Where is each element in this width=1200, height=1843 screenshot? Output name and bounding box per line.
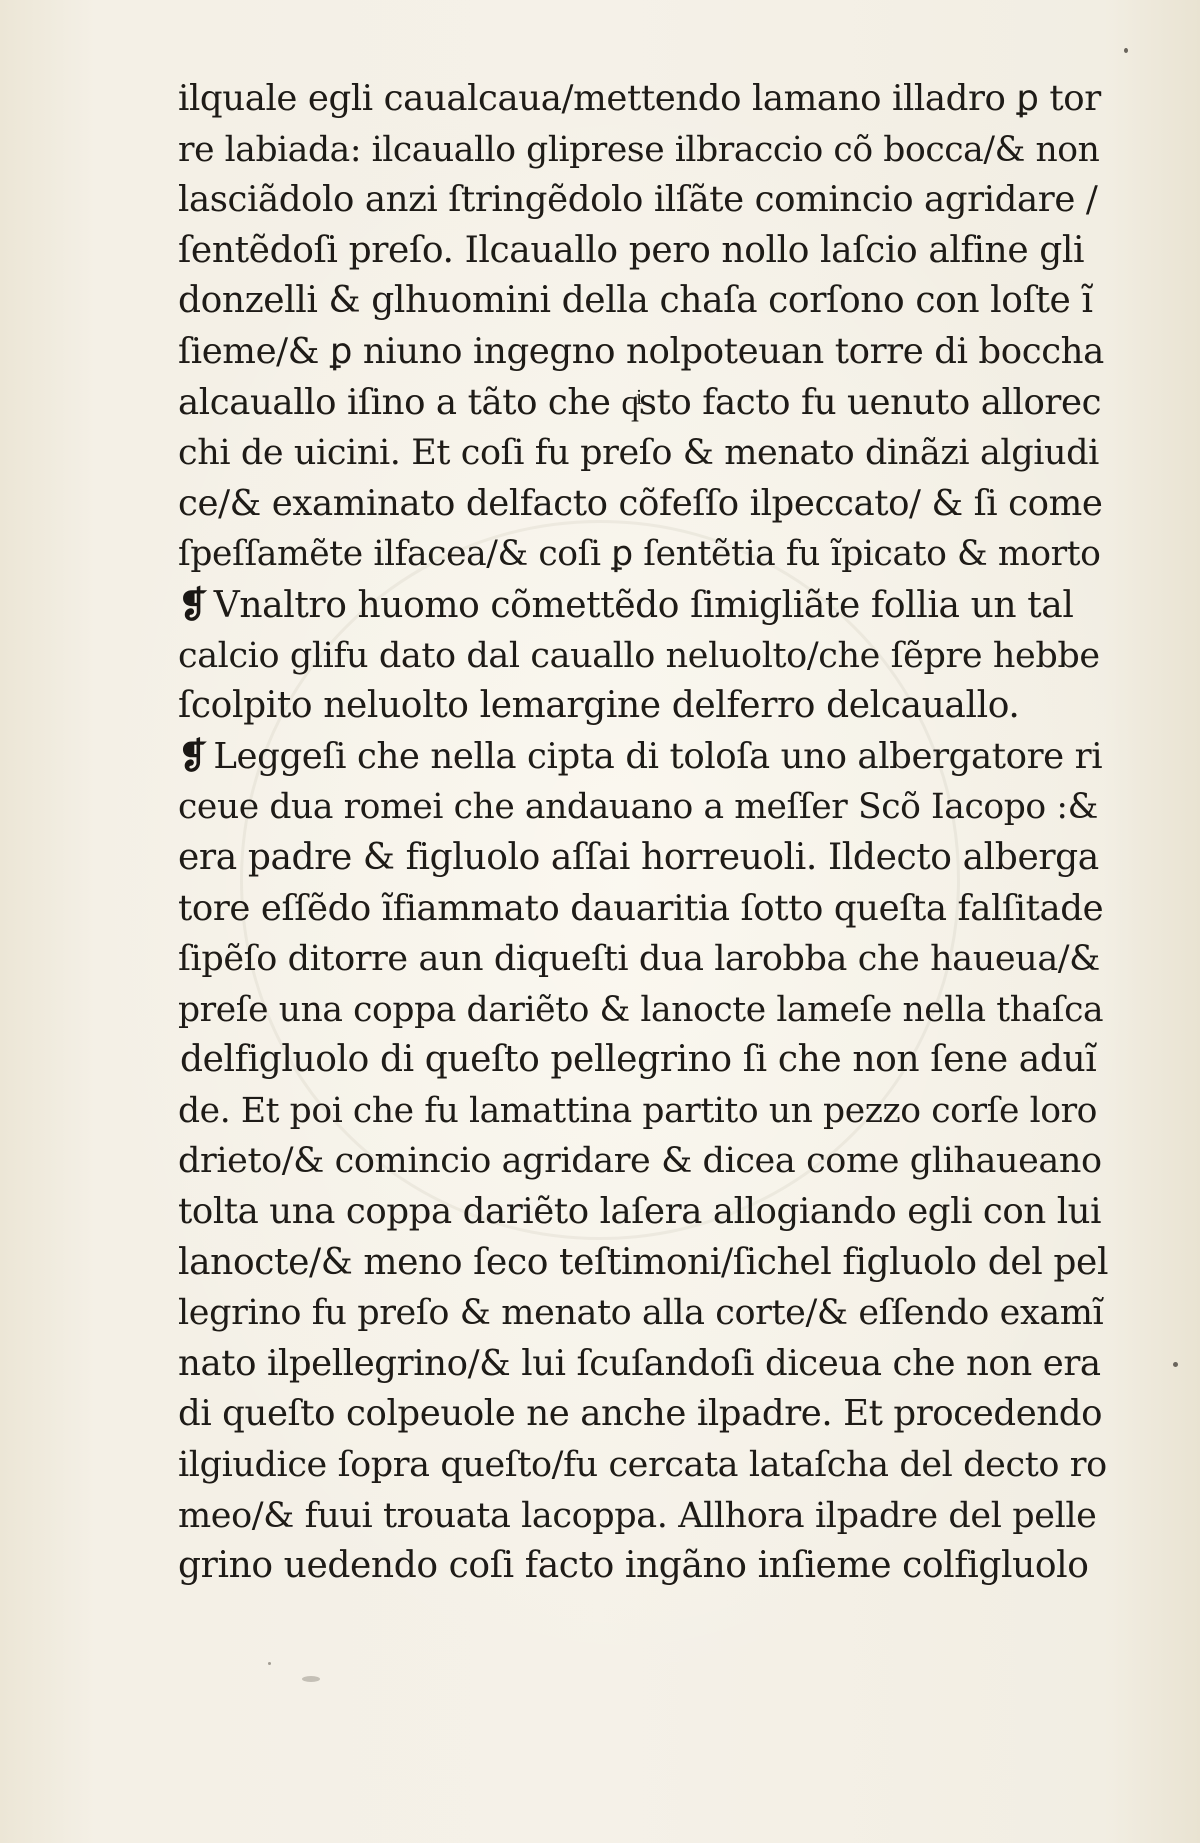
text-line-15: ceue dua romei che andauano a meſſer Scõ Iacopo :& [178,787,1098,828]
text-line-25: legrino fu preſo & menato alla corte/& eſſendo examĩ [178,1293,1104,1334]
text-line-24: lanocte/& meno ſeco teſtimoni/ſichel figluolo del pel [178,1241,1109,1283]
text-line-10: ſpeſſamẽte ilfacea/& coſi ꝑ ſentẽtia fu ĩpicato & morto [178,534,1101,575]
text-line-13: ſcolpito neluolto lemargine delferro delcauallo. [178,685,1020,727]
text-block [178,74,1108,1592]
text-line-28: ilgiudice ſopra queſto/fu cercata lataſcha del decto ro [178,1445,1107,1486]
text-line-17: tore eſſẽdo ĩfiammato dauaritia ſotto queſta falſitade [178,887,1104,929]
text-line-7: alcauallo iſino a tãto che qͥsto facto fu uenuto allorec [178,381,1102,423]
text-line-11-body: Vnaltro huomo cõmettẽdo ſimigliãte follia un tal [213,584,1074,626]
text-line-26: nato ilpellegrino/& lui ſcuſandoſi diceua che non era [178,1342,1101,1384]
ink-speck [1124,48,1128,53]
ink-speck [268,1662,271,1665]
text-line-27: di queſto colpeuole ne anche ilpadre. Et procedendo [178,1393,1103,1435]
text-line-22: drieto/& comincio agridare & dicea come glihaueano [178,1141,1102,1182]
text-line-19: preſe una coppa dariẽto & lanocte lameſe nella thaſca [178,989,1104,1030]
text-line-1: ilquale egli caualcaua/mettendo lamano illadro ꝑ tor [178,78,1101,119]
text-line-20: delfigluolo di queſto pellegrino ſi che non ſene aduĩ [180,1039,1097,1081]
text-line-16: era padre & figluolo aſſai horreuoli. Ildecto alberga [178,836,1099,878]
text-line-29: meo/& fuui trouata lacoppa. Allhora ilpadre del pelle [178,1495,1097,1536]
paragraph-mark-icon: ❡ [178,583,208,626]
text-line-23: tolta una coppa dariẽto laſera allogiando egli con lui [178,1191,1102,1233]
text-line-3: lasciãdolo anzi ſtringẽdolo ilſãte comincio agridare / [178,179,1098,221]
text-line-8: chi de uicini. Et coſi fu preſo & menato dinãzi algiudi [178,433,1099,474]
text-line-30: grino uedendo coſi facto ingãno inſieme colfigluolo [178,1545,1089,1587]
text-line-6: ſieme/& ꝑ niuno ingegno nolpoteuan torre di boccha [178,330,1104,372]
ink-speck [302,1676,320,1682]
text-line-9: ce/& examinato delfacto cõfeſſo ilpeccato/ & ſi come [178,482,1103,524]
text-line-21: de. Et poi che fu lamattina partito un pezzo corſe loro [178,1090,1098,1131]
text-line-18: ſipẽſo ditorre aun diqueſti dua larobba che haueua/& [178,939,1100,980]
text-line-14 [178,732,1108,783]
text-line-12: calcio glifu dato dal cauallo neluolto/che ſẽpre hebbe [178,635,1100,676]
text-line-14-body: Leggeſi che nella cipta di toloſa uno albergatore ri [213,735,1103,777]
ink-speck [1173,1362,1178,1367]
text-line-4: ſentẽdoſi preſo. Ilcauallo pero nollo laſcio alfine gli [178,229,1085,271]
text-line-2: re labiada: ilcauallo gliprese ilbraccio cõ bocca/& non [178,129,1100,170]
text-line-5: donzelli & glhuomini della chaſa corſono con loſte ĩ [178,280,1093,322]
text-line-11 [178,580,1108,631]
paragraph-mark-icon: ❡ [178,735,208,777]
